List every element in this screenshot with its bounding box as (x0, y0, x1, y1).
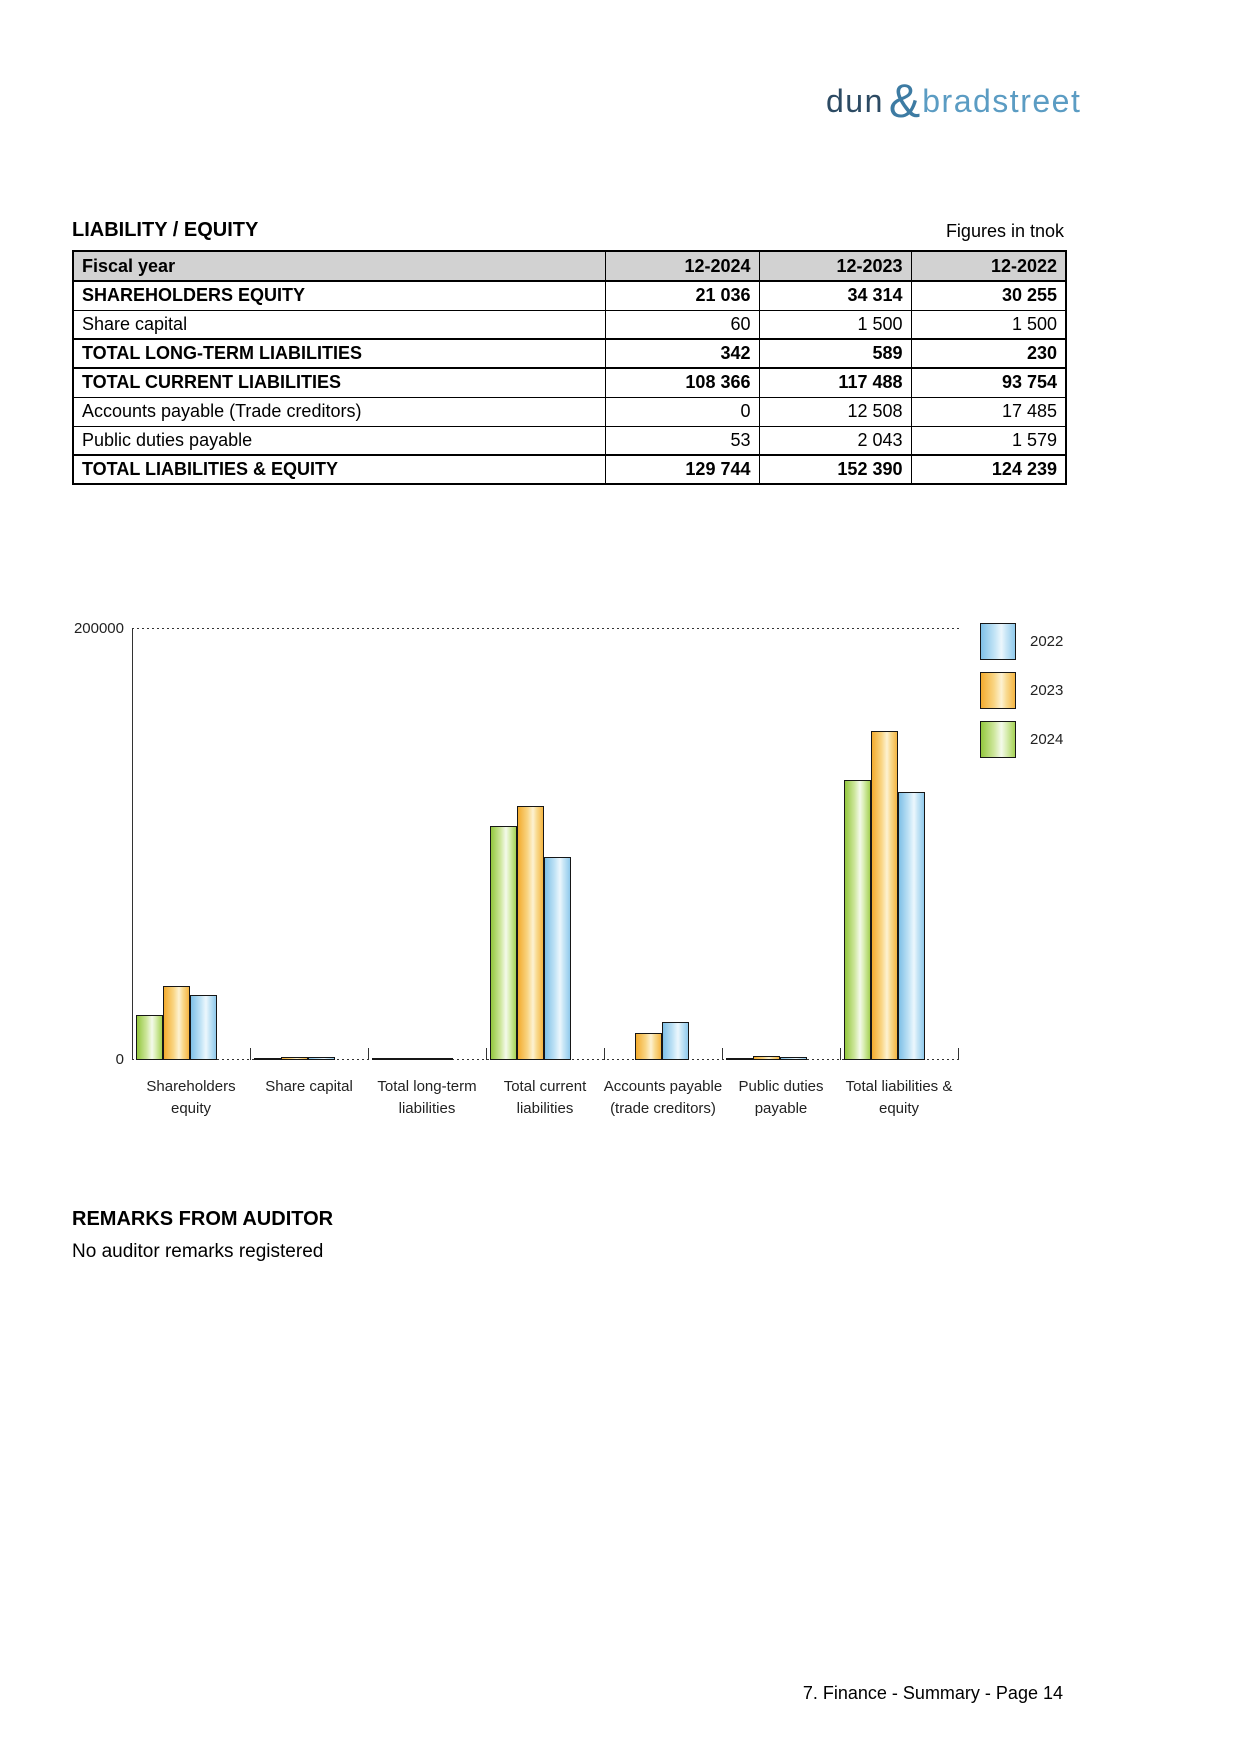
y-axis-line (132, 628, 133, 1060)
bar-2022-total-current-liabilities (544, 857, 571, 1060)
cell-value: 1 579 (911, 426, 1066, 455)
x-axis-label-line: Total current (503, 1078, 587, 1095)
bar-2023-total-long-term-liabilities (399, 1058, 426, 1060)
column-header-12-2024: 12-2024 (605, 251, 759, 281)
logo-text-bradstreet: bradstreet (922, 83, 1082, 119)
bar-2022-public-duties-payable (780, 1057, 807, 1060)
x-axis-tick (486, 1048, 487, 1060)
logo-text-dun: dun (826, 83, 884, 119)
bar-2024-total-current-liabilities (490, 826, 517, 1060)
y-axis-label-max: 200000 (73, 620, 124, 637)
row-label: Accounts payable (Trade creditors) (73, 397, 605, 426)
remarks-title: REMARKS FROM AUDITOR (72, 1208, 334, 1230)
cell-value: 1 500 (759, 310, 911, 339)
cell-value: 230 (911, 339, 1066, 368)
bar-2023-total-liabilities-equity (871, 731, 898, 1060)
row-label: TOTAL CURRENT LIABILITIES (73, 368, 605, 397)
x-axis-tick (958, 1048, 959, 1060)
cell-value: 12 508 (759, 397, 911, 426)
bar-2023-total-current-liabilities (517, 806, 544, 1060)
row-label: Public duties payable (73, 426, 605, 455)
x-axis-label-line: Accounts payable (603, 1078, 723, 1095)
page-footer: 7. Finance - Summary - Page 14 (802, 1683, 1063, 1703)
x-axis-label-line: payable (754, 1100, 808, 1117)
column-header-12-2023: 12-2023 (759, 251, 911, 281)
x-axis-label-line: Total long-term (377, 1078, 477, 1095)
bar-2024-total-liabilities-equity (844, 780, 871, 1060)
legend-label-2023: 2023 (1030, 682, 1064, 699)
cell-value: 124 239 (911, 455, 1066, 484)
bar-2024-share-capital (254, 1058, 281, 1060)
legend-label-2024: 2024 (1030, 731, 1064, 748)
x-axis-label-line: Shareholders (146, 1078, 236, 1095)
cell-value: 17 485 (911, 397, 1066, 426)
x-axis-label-line: liabilities (516, 1100, 574, 1117)
bar-2022-accounts-payable-trade-creditors (662, 1022, 689, 1060)
x-axis-label-line: Public duties (738, 1078, 824, 1095)
row-label: TOTAL LIABILITIES & EQUITY (73, 455, 605, 484)
bar-2022-total-liabilities-equity (898, 792, 925, 1060)
cell-value: 2 043 (759, 426, 911, 455)
remarks-body: No auditor remarks registered (72, 1241, 324, 1262)
x-axis-label-line: Total liabilities & (845, 1078, 953, 1095)
section-title: LIABILITY / EQUITY (72, 219, 259, 241)
cell-value: 21 036 (605, 281, 759, 310)
bar-2024-shareholders-equity (136, 1015, 163, 1060)
legend-swatch-2023 (980, 672, 1016, 709)
figures-unit-note: Figures in tnok (945, 221, 1064, 241)
bar-2022-share-capital (308, 1057, 335, 1060)
bar-2024-public-duties-payable (726, 1058, 753, 1060)
legend-label-2022: 2022 (1030, 633, 1064, 650)
legend-swatch-2024 (980, 721, 1016, 758)
cell-value: 129 744 (605, 455, 759, 484)
cell-value: 152 390 (759, 455, 911, 484)
x-axis-tick (840, 1048, 841, 1060)
x-axis-tick (250, 1048, 251, 1060)
y-axis-label-zero: 0 (115, 1051, 124, 1068)
cell-value: 53 (605, 426, 759, 455)
cell-value: 108 366 (605, 368, 759, 397)
x-axis-label-total-liabilities-equity (810, 1076, 988, 1120)
bar-2023-share-capital (281, 1057, 308, 1060)
x-axis-label-line: liabilities (398, 1100, 456, 1117)
cell-value: 93 754 (911, 368, 1066, 397)
bar-2023-accounts-payable-trade-creditors (635, 1033, 662, 1060)
cell-value: 30 255 (911, 281, 1066, 310)
row-label: SHAREHOLDERS EQUITY (73, 281, 605, 310)
row-label: TOTAL LONG-TERM LIABILITIES (73, 339, 605, 368)
column-header-12-2022: 12-2022 (911, 251, 1066, 281)
bar-2022-total-long-term-liabilities (426, 1058, 453, 1060)
x-axis-tick (368, 1048, 369, 1060)
bar-2023-shareholders-equity (163, 986, 190, 1060)
x-axis-label-line: (trade creditors) (610, 1100, 716, 1117)
cell-value: 34 314 (759, 281, 911, 310)
bar-2024-total-long-term-liabilities (372, 1058, 399, 1060)
cell-value: 0 (605, 397, 759, 426)
cell-value: 60 (605, 310, 759, 339)
row-label: Share capital (73, 310, 605, 339)
cell-value: 1 500 (911, 310, 1066, 339)
x-axis-label-line: equity (170, 1100, 212, 1117)
cell-value: 342 (605, 339, 759, 368)
legend-swatch-2022 (980, 623, 1016, 660)
cell-value: 117 488 (759, 368, 911, 397)
x-axis-tick (604, 1048, 605, 1060)
x-axis-tick (722, 1048, 723, 1060)
bar-2022-shareholders-equity (190, 995, 217, 1060)
logo-ampersand-icon: & (888, 74, 921, 127)
gridline-200000 (132, 628, 962, 629)
x-axis-label-line: Share capital (265, 1078, 353, 1095)
cell-value: 589 (759, 339, 911, 368)
x-axis-label-line: equity (878, 1100, 920, 1117)
column-header-fiscal-year: Fiscal year (73, 251, 605, 281)
bar-2023-public-duties-payable (753, 1056, 780, 1060)
